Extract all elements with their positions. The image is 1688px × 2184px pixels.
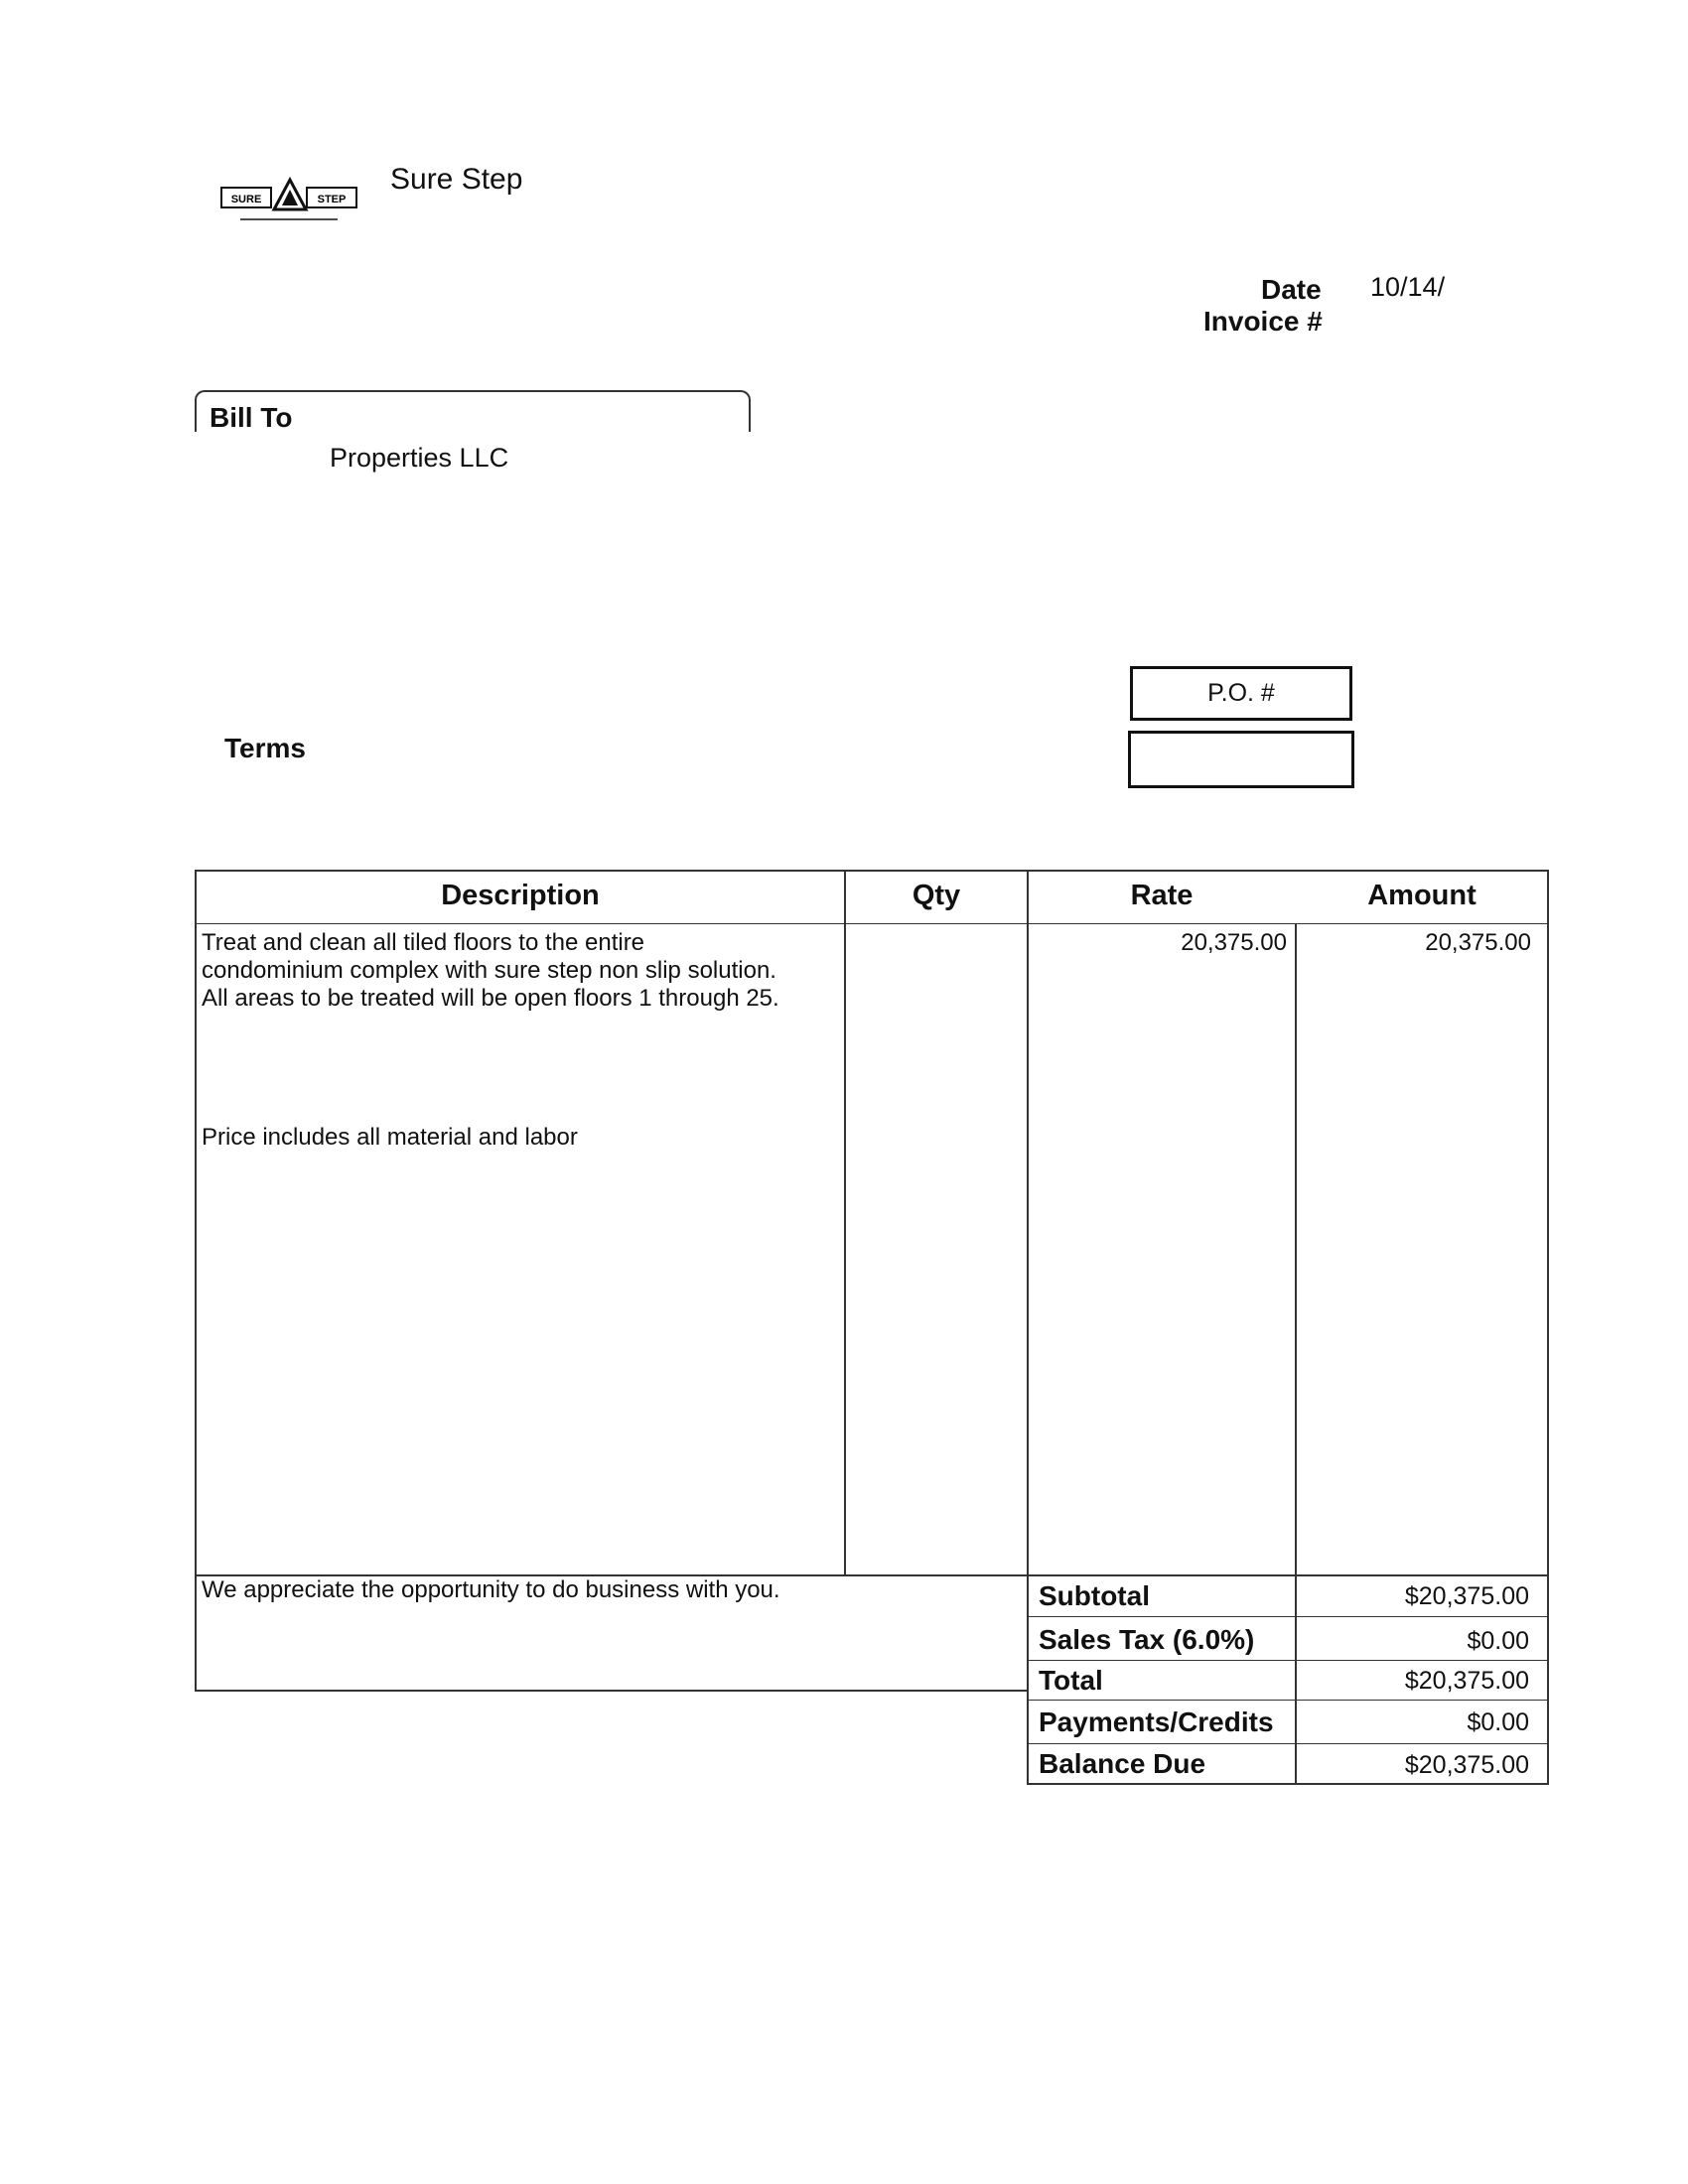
po-label-box (1130, 666, 1352, 721)
table-header-divider (197, 923, 1547, 924)
amount-value: 20,375.00 (1425, 929, 1531, 956)
description-line: All areas to be treated will be open floors 1 through 25. (202, 985, 779, 1012)
payments-credits-value: $0.00 (1467, 1708, 1529, 1736)
payments-credits-label: Payments/Credits (1039, 1706, 1274, 1737)
totals-divider (1027, 1660, 1549, 1661)
company-logo (220, 176, 357, 225)
col-divider-qty (844, 870, 846, 1574)
logo-text-left: SURE (230, 194, 262, 205)
col-divider-amount (1295, 923, 1297, 1783)
message-box-bottom (195, 1690, 1029, 1692)
col-header-rate: Rate (1130, 880, 1194, 911)
subtotal-value: $20,375.00 (1404, 1582, 1529, 1610)
description-line: Treat and clean all tiled floors to the entire (202, 929, 645, 956)
balance-due-label: Balance Due (1039, 1748, 1206, 1779)
totals-divider (1027, 1616, 1549, 1617)
bill-to-label: Bill To (210, 402, 293, 433)
col-divider-rate (1027, 870, 1029, 1783)
description-note: Price includes all material and labor (202, 1124, 578, 1151)
col-header-description: Description (441, 880, 600, 911)
table-top-border (197, 870, 1547, 872)
col-header-amount: Amount (1367, 880, 1477, 911)
date-label: Date (1261, 274, 1322, 305)
bill-to-name: Properties LLC (330, 443, 509, 473)
po-label: P.O. # (1207, 679, 1275, 707)
totals-divider (1027, 1743, 1549, 1744)
totals-divider (1027, 1700, 1549, 1701)
date-value: 10/14/ (1370, 272, 1446, 302)
footer-message: We appreciate the opportunity to do business with you. (202, 1576, 780, 1603)
table-left-border (195, 870, 197, 1692)
total-label: Total (1039, 1665, 1103, 1696)
subtotal-label: Subtotal (1039, 1580, 1150, 1611)
balance-due-value: $20,375.00 (1404, 1751, 1529, 1779)
totals-bottom-border (1027, 1783, 1549, 1785)
po-value-box (1128, 731, 1354, 788)
table-right-border (1547, 870, 1549, 1783)
rate-value: 20,375.00 (1181, 929, 1287, 956)
invoice-number-label: Invoice # (1203, 306, 1323, 337)
company-name: Sure Step (390, 163, 523, 196)
description-line: condominium complex with sure step non slip solution. (202, 957, 776, 984)
total-value: $20,375.00 (1404, 1667, 1529, 1695)
sales-tax-label: Sales Tax (6.0%) (1039, 1624, 1255, 1655)
sales-tax-value: $0.00 (1467, 1627, 1529, 1655)
col-header-qty: Qty (912, 880, 961, 911)
logo-text-right: STEP (317, 194, 347, 205)
terms-label: Terms (224, 733, 306, 763)
